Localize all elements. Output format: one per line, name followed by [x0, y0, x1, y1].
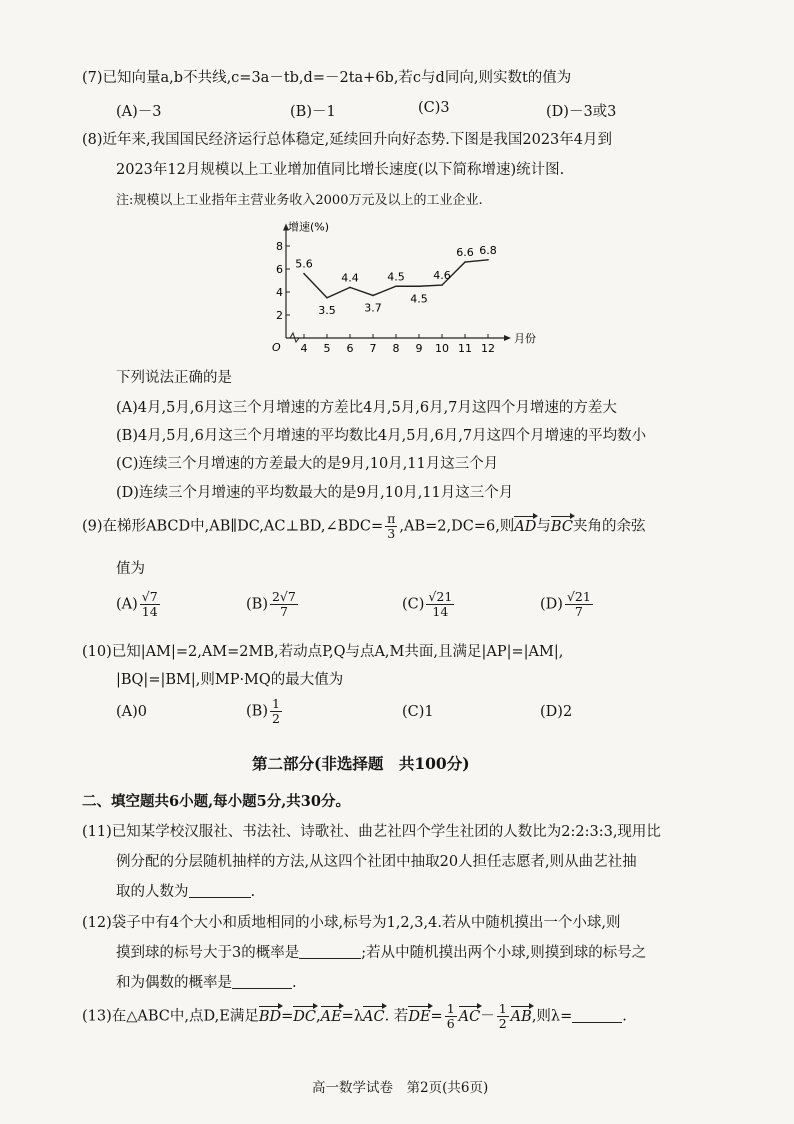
x-tick-label: 10	[435, 342, 449, 355]
q12-text: 摸到球的标号大于3的概率是	[116, 945, 300, 961]
q7-option-d: (D)－3或3	[546, 104, 617, 120]
data-point	[326, 297, 328, 299]
vector-ad: AD	[514, 518, 537, 535]
q10-option-a: (A)0	[116, 704, 148, 720]
q9-option-d	[540, 590, 595, 619]
x-tick-label: 12	[481, 342, 495, 355]
data-label: 6.8	[479, 243, 497, 257]
q13-text: =	[281, 1008, 294, 1025]
data-point	[418, 285, 420, 287]
fraction-numerator: 1	[446, 1001, 455, 1016]
q7-stem: (7)已知向量a,b不共线,c=3a－tb,d=－2ta+6b,若c与d同向,则实数t的值为	[82, 70, 572, 86]
q9-line2: 值为	[116, 561, 145, 577]
x-tick-label: 8	[392, 342, 400, 355]
q10-option-d: (D)2	[540, 704, 573, 720]
x-tick-label: 4	[300, 342, 308, 355]
q8-line2: 2023年12月规模以上工业增加值同比增长速度(以下简称增速)统计图.	[116, 162, 565, 178]
q10-line2: |BQ|=|BM|,则MP·MQ的最大值为	[116, 672, 344, 688]
q9-option-c	[402, 590, 456, 619]
data-label: 4.5	[387, 270, 405, 284]
q11-line2: 例分配的分层随机抽样的方法,从这四个社团中抽取20人担任志愿者,则从曲艺社抽	[116, 854, 637, 870]
q8-option-b: (B)4月,5月,6月这三个月增速的平均数比4月,5月,6月,7月这四个月增速的平均数小	[116, 428, 647, 444]
data-label: 4.5	[410, 292, 428, 306]
q12-text: ;若从中随机摸出两个小球,则摸到球的标号之	[361, 945, 647, 961]
vector-ac: AC	[363, 1008, 385, 1025]
option-label: (A)	[116, 596, 138, 613]
option-label: (B)	[246, 703, 268, 720]
fraction-denominator: 14	[432, 604, 449, 619]
q10-option-b	[246, 697, 284, 726]
q11-line3	[116, 880, 255, 901]
q8-option-a: (A)4月,5月,6月这三个月增速的方差比4月,5月,6月,7月这四个月增速的方差大	[116, 400, 617, 416]
x-tick-label: 5	[323, 342, 331, 355]
data-point	[395, 285, 397, 287]
q9-option-a	[116, 590, 162, 619]
vector-bc: BC	[550, 518, 573, 535]
data-label: 3.5	[318, 303, 336, 317]
y-tick-label: 4	[276, 286, 283, 299]
q9-stem-part: ,AB=2,DC=6,则	[399, 518, 515, 535]
data-label: 4.6	[433, 269, 451, 283]
part-two-title: 第二部分(非选择题 共100分)	[252, 754, 470, 773]
q10-line1: (10)已知|AM|=2,AM=2MB,若动点P,Q与点A,M共面,且满足|AP|=|AM|,	[82, 644, 564, 660]
fraction-numerator: √21	[566, 589, 591, 604]
data-point	[372, 295, 374, 297]
q11-text: 取的人数为	[116, 884, 189, 900]
vector-ae: AE	[320, 1008, 342, 1025]
q13-line	[82, 1002, 627, 1031]
q9-option-b	[246, 590, 300, 619]
y-tick-label: 6	[276, 263, 283, 276]
fill-in-section-heading: 二、填空题共6小题,每小题5分,共30分。	[82, 793, 350, 810]
answer-blank[interactable]	[232, 987, 292, 989]
answer-blank[interactable]	[299, 957, 361, 959]
pi-over-3-fraction	[385, 512, 397, 541]
q10-option-c: (C)1	[402, 704, 434, 720]
q12-text: 和为偶数的概率是	[116, 975, 232, 991]
data-label: 6.6	[456, 246, 474, 260]
q12-line1: (12)袋子中有4个大小和质地相同的小球,标号为1,2,3,4.若从中随机摸出一个小球,则	[82, 915, 621, 931]
fraction-denominator: 7	[279, 604, 288, 619]
q8-option-c: (C)连续三个月增速的方差最大的是9月,10月,11月这三个月	[116, 456, 499, 472]
fraction-numerator: 2√7	[271, 589, 296, 604]
option-label: (C)	[402, 596, 425, 613]
vector-dc: DC	[293, 1008, 316, 1025]
q12-end: .	[292, 975, 297, 991]
data-point	[464, 261, 466, 263]
q7-option-c: (C)3	[418, 100, 450, 116]
q9-stem-part: 与	[536, 518, 551, 535]
fraction-denominator: 6	[446, 1016, 455, 1031]
q8-prompt: 下列说法正确的是	[116, 370, 232, 386]
fraction-denominator: 3	[387, 526, 396, 541]
q9-stem-part: (9)在梯形ABCD中,AB∥DC,AC⊥BD,∠BDC=	[82, 518, 384, 535]
page-footer: 高一数学试卷 第2页(共6页)	[312, 1080, 489, 1096]
data-label: 3.7	[364, 301, 382, 315]
fraction-numerator: √7	[141, 589, 158, 604]
fraction-numerator: 1	[271, 696, 280, 711]
growth-rate-line-chart	[262, 212, 562, 362]
vector-ac: AC	[458, 1008, 481, 1025]
y-tick-label: 2	[276, 309, 283, 322]
vector-ab: AB	[510, 1008, 532, 1025]
x-axis-arrow	[504, 335, 511, 341]
fraction-denominator: 14	[141, 604, 158, 619]
data-point	[303, 273, 305, 275]
fraction-denominator: 2	[498, 1016, 507, 1031]
q13-text: ,	[316, 1008, 321, 1025]
fraction-denominator: 2	[271, 711, 280, 726]
q8-line1: (8)近年来,我国国民经济运行总体稳定,延续回升向好态势.下图是我国2023年4月到	[82, 132, 612, 148]
option-label: (B)	[246, 596, 268, 613]
option-label: (D)	[540, 596, 563, 613]
data-label: 4.4	[341, 271, 359, 285]
data-point	[349, 287, 351, 289]
q13-text: =λ	[341, 1008, 364, 1025]
q8-option-d: (D)连续三个月增速的平均数最大的是9月,10月,11月这三个月	[116, 485, 514, 501]
x-tick-label: 7	[369, 342, 377, 355]
x-axis-label: 月份	[514, 332, 536, 345]
answer-blank[interactable]	[572, 1021, 622, 1023]
y-axis-label: 增速(%)	[288, 220, 330, 234]
q13-text: －	[480, 1008, 495, 1025]
q11-line1: (11)已知某学校汉服社、书法社、诗歌社、曲艺社四个学生社团的人数比为2:2:3:3,现用比	[82, 824, 661, 840]
data-label: 5.6	[295, 257, 313, 271]
q13-end: .	[622, 1008, 627, 1025]
q8-note: 注:规模以上工业指年主营业务收入2000万元及以上的工业企业.	[116, 193, 483, 208]
fraction-numerator: 1	[498, 1001, 507, 1016]
x-tick-label: 9	[415, 342, 423, 355]
fraction-denominator: 7	[574, 604, 583, 619]
q13-text: =	[430, 1008, 443, 1025]
q12-line3	[116, 971, 297, 992]
data-point	[487, 259, 489, 261]
q7-option-a: (A)－3	[116, 104, 162, 120]
q13-text: (13)在△ABC中,点D,E满足	[82, 1008, 259, 1025]
q11-end: .	[250, 884, 256, 900]
origin-label: O	[272, 341, 281, 354]
x-tick-label: 6	[346, 342, 354, 355]
answer-blank[interactable]	[189, 896, 251, 898]
q9-stem-part: 夹角的余弦	[572, 518, 646, 535]
q13-text: ,则λ=	[531, 1008, 573, 1025]
fraction-numerator: π	[387, 511, 396, 526]
data-point	[441, 284, 443, 286]
vector-de: DE	[408, 1008, 431, 1025]
q9-stem	[82, 512, 645, 541]
x-tick-label: 11	[458, 342, 472, 355]
q7-option-b: (B)－1	[290, 104, 336, 120]
y-tick-label: 8	[276, 240, 283, 253]
q13-text: . 若	[384, 1008, 409, 1025]
q12-line2	[116, 941, 646, 962]
vector-bd: BD	[258, 1008, 282, 1025]
fraction-numerator: √21	[428, 589, 453, 604]
